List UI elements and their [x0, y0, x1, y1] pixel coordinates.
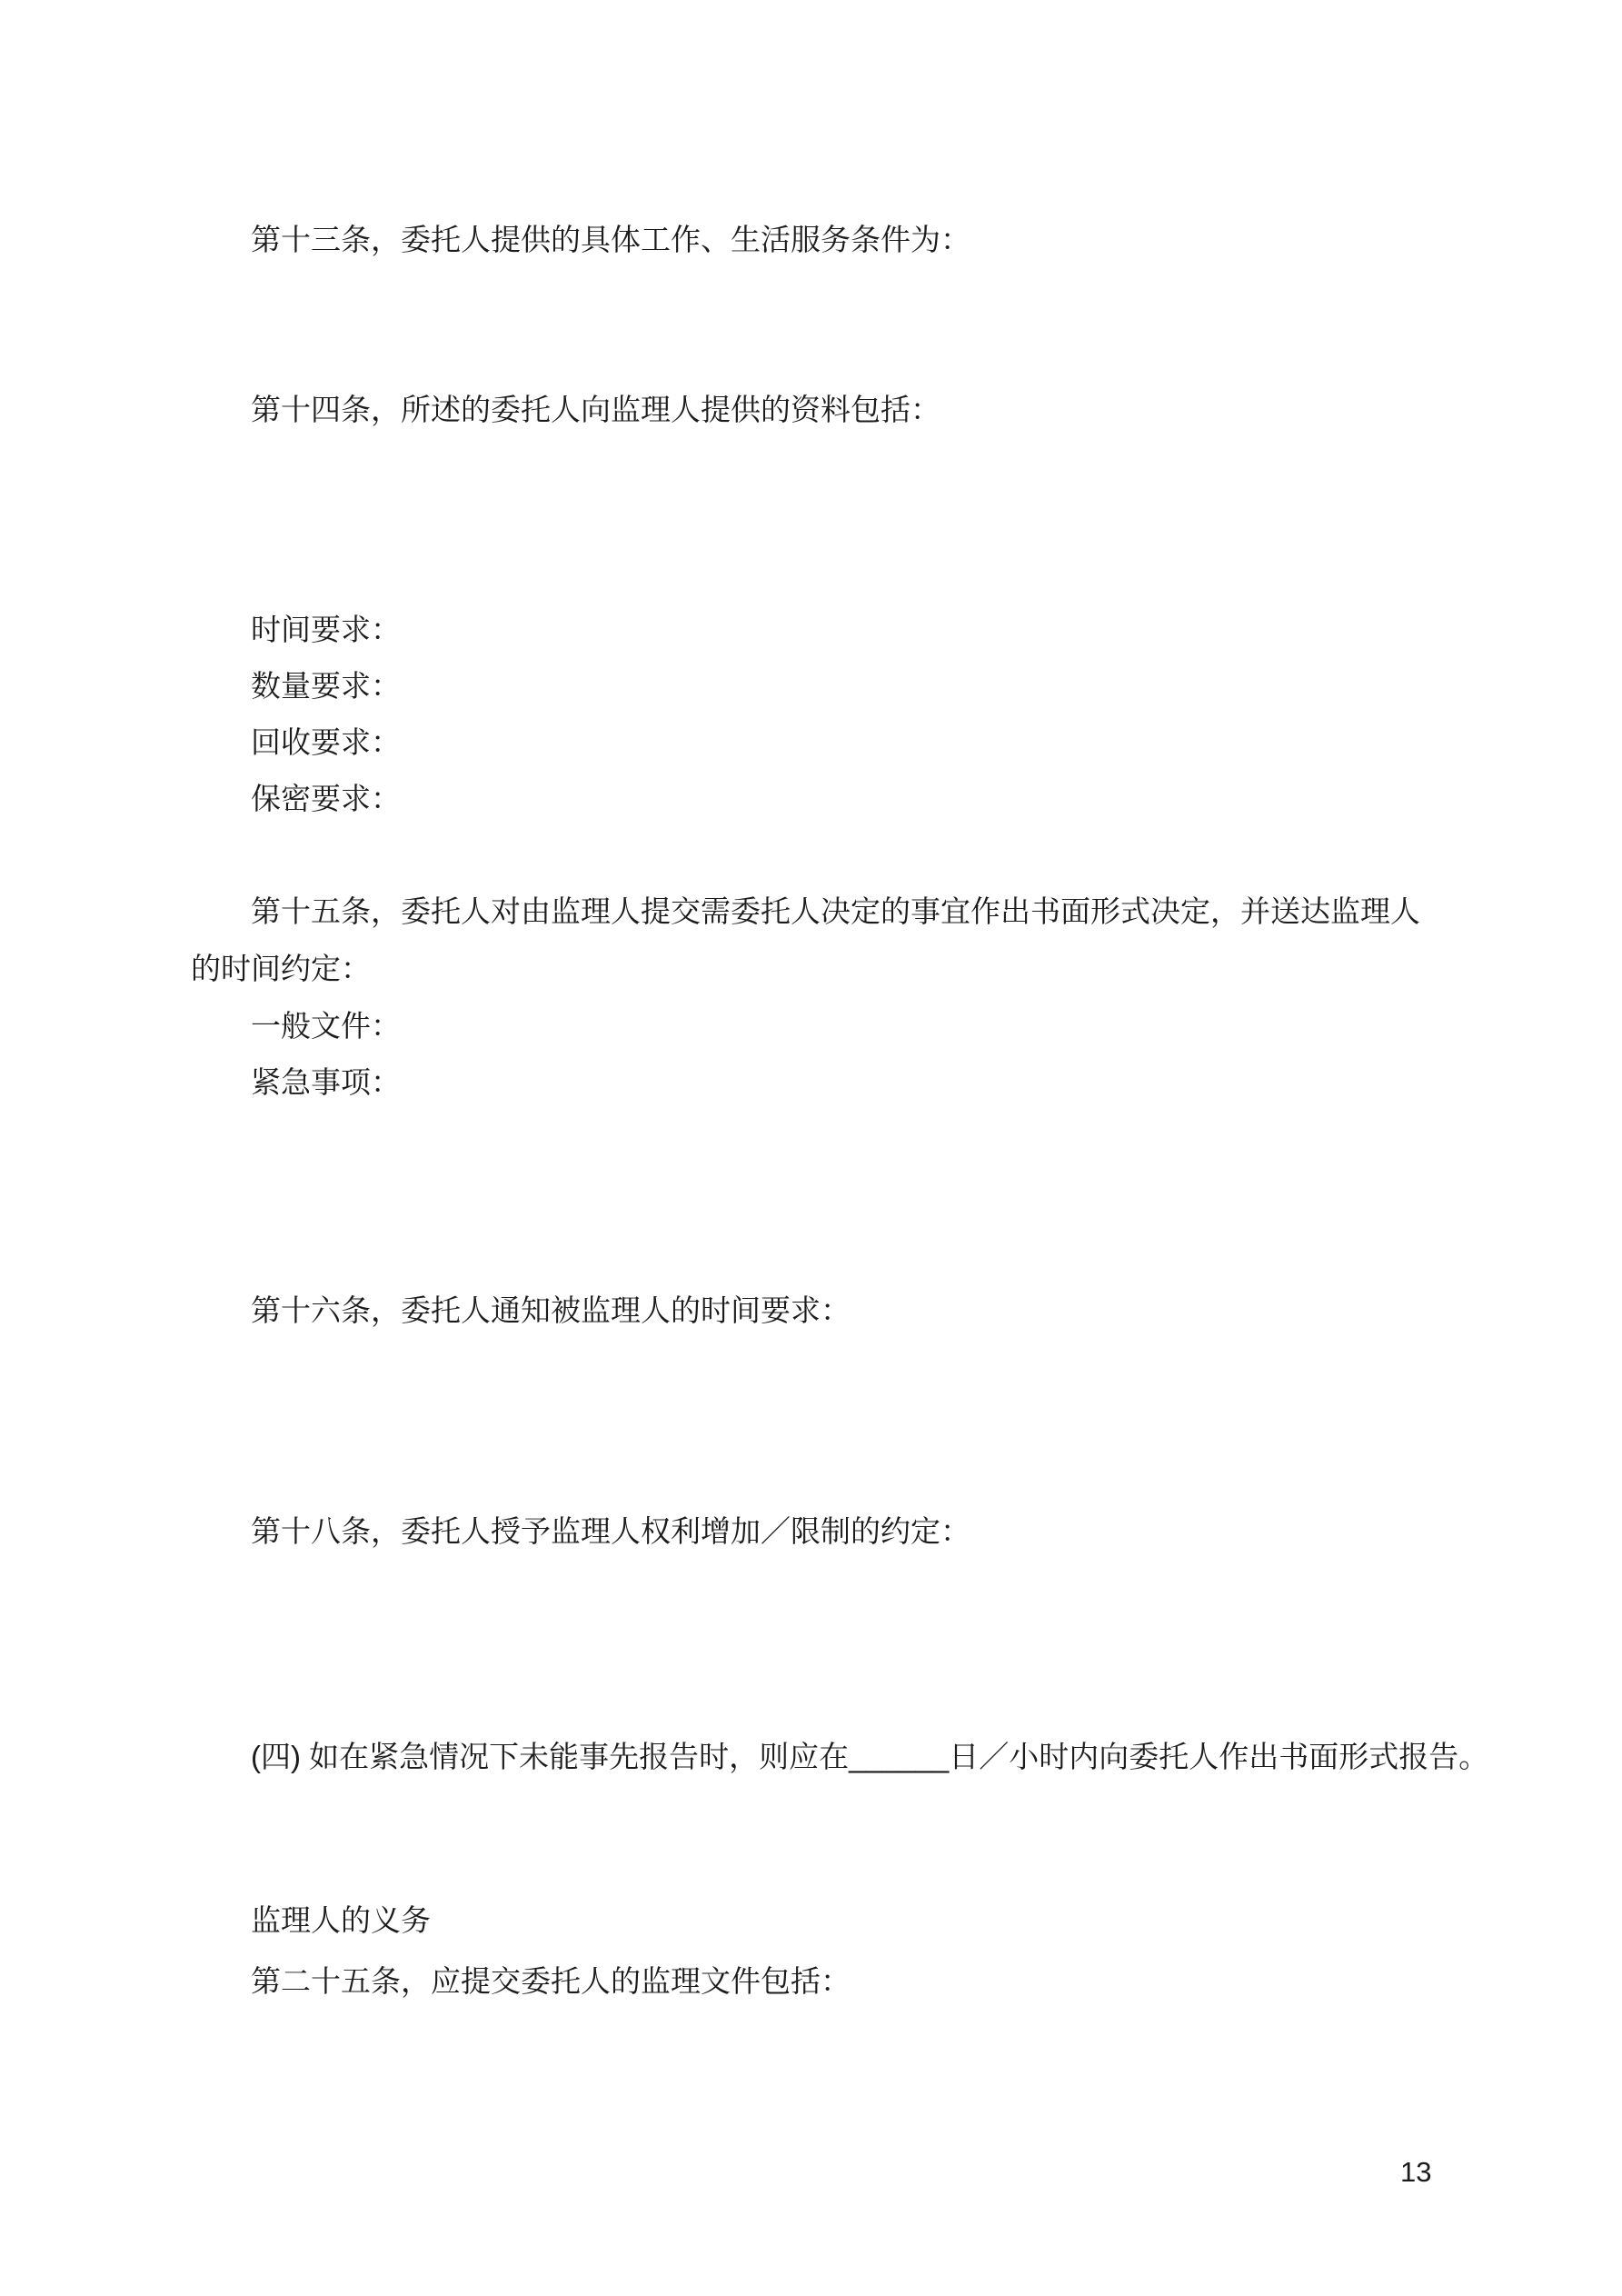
page-number: 13	[1400, 2156, 1432, 2188]
recycle-requirement-line: 回收要求：	[251, 725, 401, 759]
clause-18-line: 第十八条，委托人授予监理人权利增加／限制的约定：	[251, 1514, 970, 1548]
item-4-report-line: (四) 如在紧急情况下未能事先报告时，则应在______日／小时内向委托人作出书面形式报告。	[251, 1740, 1489, 1773]
clause-14-line: 第十四条，所述的委托人向监理人提供的资料包括：	[251, 393, 940, 426]
quantity-requirement-line: 数量要求：	[251, 669, 401, 703]
time-requirement-line: 时间要求：	[251, 613, 401, 646]
clause-13-line: 第十三条，委托人提供的具体工作、生活服务条件为：	[251, 223, 970, 256]
general-documents-line: 一般文件：	[251, 1009, 401, 1043]
clause-15-line-2: 的时间约定：	[191, 952, 371, 985]
clause-15-line-1: 第十五条，委托人对由监理人提交需委托人决定的事宜作出书面形式决定，并送达监理人	[251, 894, 1420, 928]
secrecy-requirement-line: 保密要求：	[251, 782, 401, 815]
clause-16-line: 第十六条，委托人通知被监理人的时间要求：	[251, 1293, 851, 1327]
clause-25-line: 第二十五条，应提交委托人的监理文件包括：	[251, 1964, 851, 1998]
urgent-matters-line: 紧急事项：	[251, 1065, 401, 1099]
supervisor-obligations-heading: 监理人的义务	[251, 1903, 431, 1937]
